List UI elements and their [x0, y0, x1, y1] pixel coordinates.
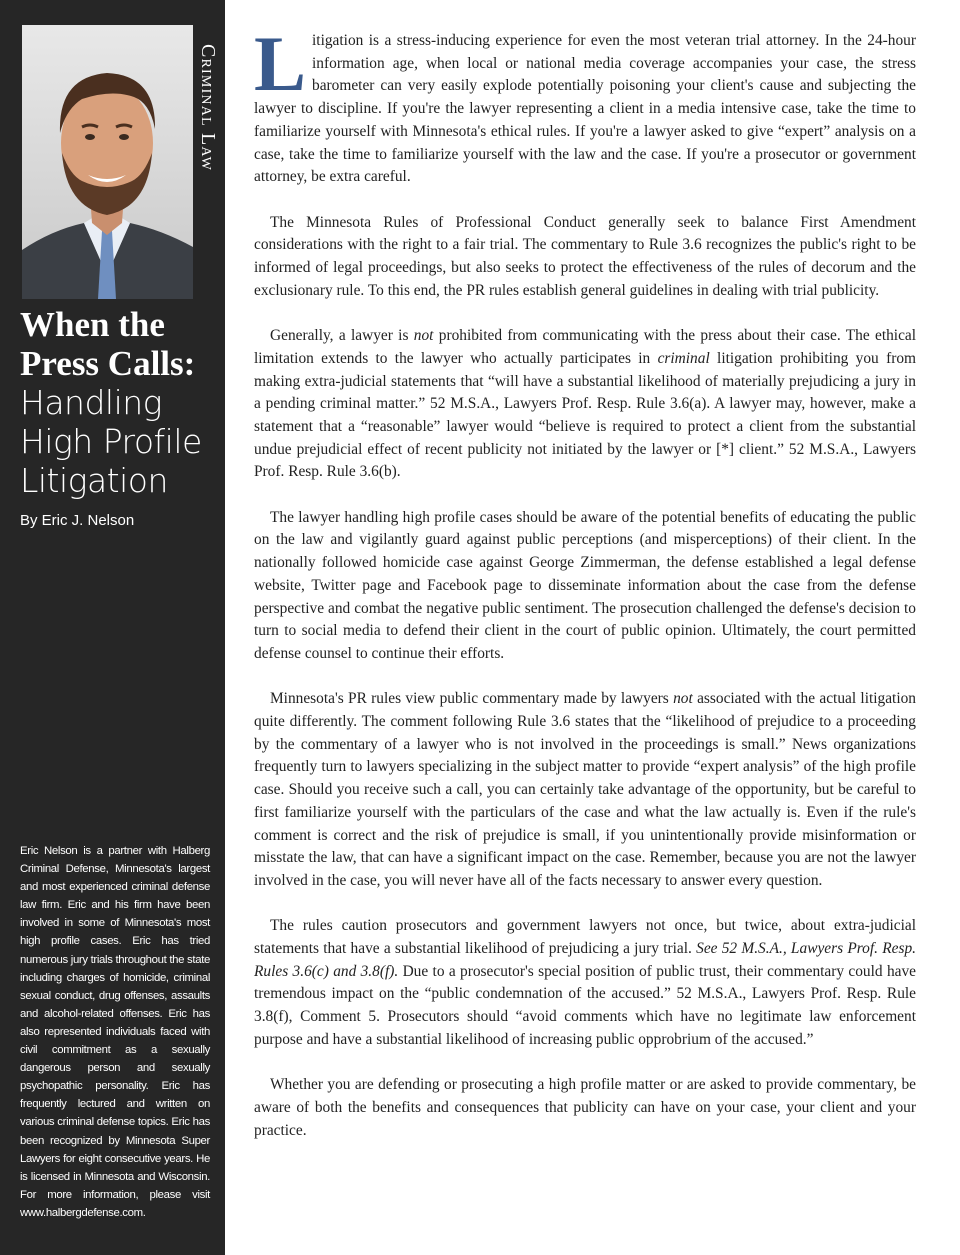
article-title	[20, 305, 220, 500]
paragraph-1	[254, 20, 916, 189]
paragraph-6	[254, 915, 916, 1051]
article-body	[254, 20, 917, 1165]
paragraph-3-text-e: litigation prohibiting you from making extra-judicial statements that “will have a substantial likelihood of materially prejudicing a jury in a pending criminal matter.” 52 M.S.A., Lawyers Prof. Resp. Rule 3.6(a). A lawyer may, however, make a statement that a “reasonable” lawyer would “believe is required to protect a client from the substantial undue prejudicial effect of recent publicity not initiated by the lawyer or [*] client.” 52 M.S.A., Lawyers Prof. Resp. Rule 3.6(b).	[254, 349, 916, 481]
title-line-1: When the	[20, 305, 165, 344]
paragraph-2: The Minnesota Rules of Professional Conduct generally seek to balance First Amendment considerations with the right to a fair trial. The commentary to Rule 3.6 recognizes the public's right to be informed of legal proceedings, but also seeks to protect the effectiveness of the rules of decorum and the exclusionary rule. To this end, the PR rules establish general guidelines in dealing with trial publicity.	[254, 213, 916, 299]
byline: By Eric J. Nelson	[20, 512, 135, 529]
author-portrait-image	[22, 25, 193, 299]
sidebar	[0, 0, 225, 1255]
paragraph-3-emphasis-not: not	[413, 327, 434, 345]
paragraph-7: Whether you are defending or prosecuting a high profile matter or are asked to provide commentary, be aware of both the benefits and consequences that publicity can have on your case, your client and your practice.	[254, 1076, 916, 1139]
subtitle-line-1: Handling	[20, 383, 162, 422]
paragraph-3	[254, 325, 916, 484]
section-label-text: Criminal Law	[197, 43, 220, 172]
paragraph-5-emphasis-not: not	[673, 690, 693, 708]
subtitle-line-2: High Profile	[20, 422, 202, 461]
paragraph-3-text-a: Generally, a lawyer is	[270, 327, 414, 345]
paragraph-3-emphasis-criminal: criminal	[657, 349, 710, 367]
paragraph-6-citation: See 52 M.S.A., Lawyers Prof. Resp. Rules 3.6(c) and 3.8(f).	[254, 940, 917, 980]
paragraph-6-text-a: The rules caution prosecutors and government lawyers not once, but twice, about extra-judicial statements that have a substantial likelihood of prejudicing a jury trial.	[254, 917, 916, 958]
title-line-2: Press Calls:	[20, 344, 196, 383]
paragraph-5	[254, 688, 916, 892]
paragraph-4: The lawyer handling high profile cases should be aware of the potential benefits of educating the public on the law and vigilantly guard against public perceptions (and misperceptions) of their client. In the nationally followed homicide case against George Zimmerman, the defense established a legal defense website, Twitter page and Facebook page to disseminate information about the case from the defense perspective and combat the negative public sentiment. The prosecution challenged the defense's decision to turn to social media to defend their client in the court of public opinion. Ultimately, the court permitted defense counsel to continue their efforts.	[254, 508, 916, 662]
author-bio: Eric Nelson is a partner with Halberg Criminal Defense, Minnesota's largest and most experienced criminal defense law firm. Eric and his firm have been involved in some of Minnesota's most high profile cases. Eric has tried numerous jury trials throughout the state including charges of homicide, criminal sexual conduct, drug offenses, assaults and alcohol-related offenses. Eric has also represented individuals faced with civil commitment as a sexually dangerous person and sexually psychopathic personality. Eric has frequently lectured and written on various criminal defense topics. Eric has been recognized by Minnesota Super Lawyers for eight consecutive years. He is licensed in Minnesota and Wisconsin. For more information, please visit www.halbergdefense.com.	[20, 845, 210, 1219]
paragraph-5-text-a: Minnesota's PR rules view public commentary made by lawyers	[270, 690, 674, 708]
drop-cap: L	[254, 20, 307, 107]
paragraph-5-text-c: associated with the actual litigation quite differently. The comment following Rule 3.6 states that the “likelihood of prejudice to a proceeding by the commentary of a lawyer who is not involved in the proceedings is small.” News organizations frequently turn to lawyers specializing in the subject matter to provide “expert analysis” of the high profile case. Should you receive such a call, you can certainly take advantage of the opportunity, but be careful to first familiarize yourself with the particulars of the case and what the law actually is. Even if the rule's comment is correct and the risk of prejudice is small, if you unintentionally provide misinformation or misstate the law, that can have a significant impact on the case. Remember, because you are not the lawyer involved in the case, you will never have all of the facts necessary to answer every question.	[254, 690, 916, 889]
author-photo	[22, 25, 193, 299]
section-label	[193, 20, 223, 195]
paragraph-6-text-c: Due to a prosecutor's special position of public trust, their commentary could have tremendous impact on the “public condemnation of the accused.” 52 M.S.A., Lawyers Prof. Resp. Rule 3.8(f), Comment 5. Prosecutors should “avoid comments which have no legitimate law enforcement purpose and have a substantial likelihood of increasing public opprobrium of the accused.”	[254, 962, 916, 1048]
paragraph-3-text-c: prohibited from communicating with the press about their case. The ethical limitation extends to the lawyer who actually participates in	[254, 327, 917, 367]
paragraph-1-text: itigation is a stress-inducing experience for even the most veteran trial attorney. In the 24-hour information age, when local or national media coverage accompanies your case, the stress barometer can very easily explode potentially poisoning your client's cause and subjecting the lawyer to discipline. If you're the lawyer representing a client in a media intensive case, take the time to familiarize yourself with Minnesota's ethical rules. If you're a lawyer asked to give “expert” analysis on a case, take the time to familiarize yourself with the law and the case. If you're a prosecutor or government attorney, be extra careful.	[254, 32, 916, 186]
subtitle-line-3: Litigation	[20, 461, 168, 500]
